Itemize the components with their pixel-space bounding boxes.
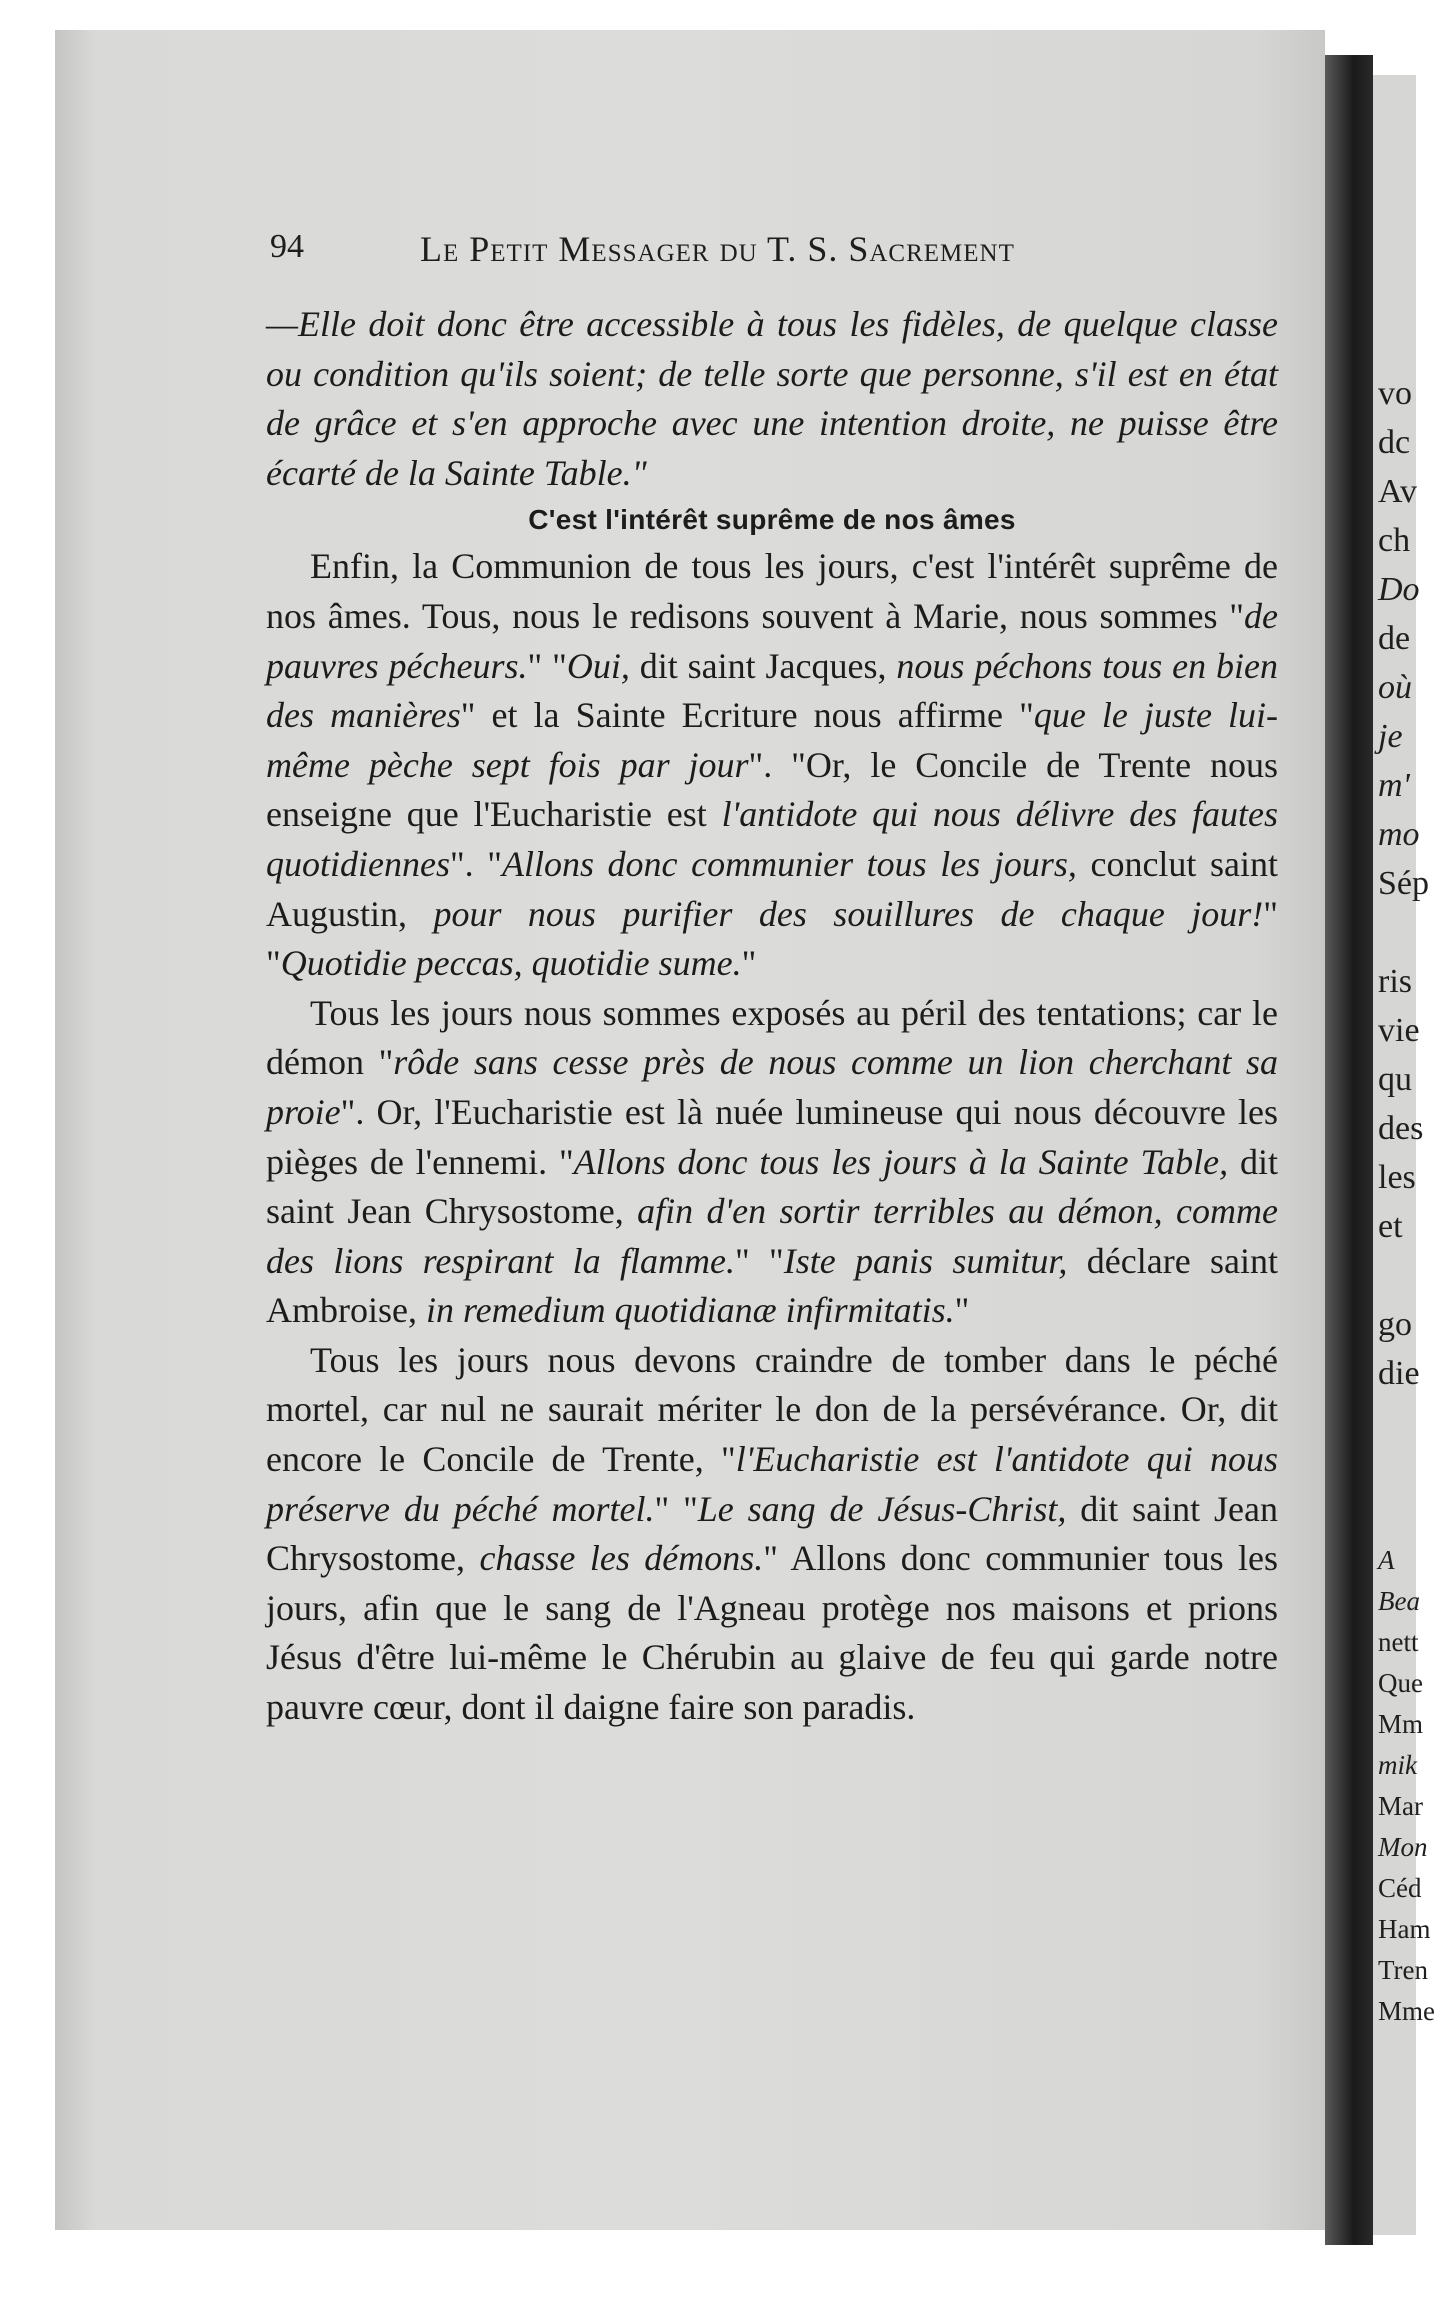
facing-page-fragment: nett	[1378, 1627, 1419, 1657]
paragraph	[266, 1336, 1278, 1733]
facing-page-fragment: Tren	[1378, 1955, 1429, 1985]
text-run: ". "	[449, 843, 502, 884]
text-run: l'antidote qui nous délivre des fautes quotidiennes	[266, 794, 1278, 884]
paragraph	[266, 989, 1278, 1336]
facing-page-fragment: qu	[1378, 1061, 1412, 1098]
paragraph	[266, 542, 1278, 988]
text-run: déclare saint Ambroise,	[266, 1240, 1279, 1331]
facing-page-fragment: Sép	[1378, 865, 1429, 902]
facing-page-fragment: Ham	[1378, 1914, 1431, 1944]
text-run: " "	[654, 1488, 698, 1529]
facing-page-fragment: ch	[1378, 522, 1411, 559]
facing-page-fragment: mo	[1378, 816, 1420, 853]
facing-page-fragment: Mme	[1378, 1996, 1435, 2026]
text-run: dit saint Jean Chrysostome,	[266, 1488, 1278, 1579]
text-run: Allons donc tous les jours à la Sainte Table,	[573, 1141, 1229, 1182]
text-run: que le juste lui-même pèche sept fois par jour	[266, 695, 1278, 785]
facing-page-fragment: et	[1378, 1208, 1403, 1245]
text-run: conclut saint Augustin,	[266, 843, 1278, 934]
text-run: Le sang de Jésus-Christ,	[697, 1488, 1067, 1529]
facing-page-fragment: Que	[1378, 1668, 1423, 1698]
body-text	[266, 300, 1278, 1733]
text-run: de pauvres pécheurs.	[266, 595, 1278, 686]
text-run: " "	[735, 1240, 784, 1281]
facing-page-fragment: vie	[1378, 1012, 1420, 1049]
text-run: pour nous purifier des souillures de chaque jour!	[433, 893, 1264, 934]
facing-page-fragment: die	[1378, 1355, 1420, 1392]
facing-page-fragment: Mar	[1378, 1791, 1423, 1821]
facing-page-fragment: Av	[1378, 473, 1418, 510]
text-run: " "	[527, 645, 567, 686]
text-run: afin d'en sortir terribles au démon, comme des lions respirant la flamme.	[266, 1191, 1278, 1281]
text-run: in remedium quotidianæ infirmitatis.	[425, 1290, 955, 1331]
facing-page-fragment: Bea	[1378, 1586, 1420, 1616]
running-title: Le Petit Messager du T. S. Sacrement	[420, 229, 1015, 269]
facing-page-fragment: m'	[1378, 767, 1410, 804]
text-run: dit saint Jacques,	[629, 645, 897, 686]
text-run: dit saint Jean Chrysostome,	[266, 1141, 1279, 1232]
text-run: ". "Or, le Concile de Trente nous enseigne que l'Eucharistie est	[266, 744, 1278, 835]
text-run: "	[741, 943, 757, 984]
text-run: Allons donc communier tous les jours,	[501, 843, 1077, 884]
text-run: " Allons donc communier tous les jours, afin que le sang de l'Agneau protège nos maisons et prions Jésus d'être lui-même le Chérubin au glaive de feu qui garde notre pauvre cœur, dont il daigne faire son paradis.	[266, 1538, 1278, 1728]
facing-page-fragment: Do	[1378, 571, 1420, 608]
text-run: Tous les jours nous sommes exposés au péril des tentations; car le démon "	[266, 992, 1278, 1083]
facing-page-fragment: Céd	[1378, 1873, 1422, 1903]
facing-page-fragment: ris	[1378, 963, 1412, 1000]
facing-page-fragment: vo	[1378, 375, 1412, 412]
facing-page-fragment: dc	[1378, 424, 1411, 461]
text-run: Tous les jours nous devons craindre de tomber dans le péché mortel, car nul ne saurait mériter le don de la persévérance. Or, dit encore le Concile de Trente, "	[266, 1339, 1278, 1480]
text-run: l'Eucharistie est l'antidote qui nous préserve du péché mortel.	[266, 1439, 1278, 1529]
text-run: rôde sans cesse près de nous comme un lion cherchant sa proie	[266, 1042, 1278, 1132]
facing-page-fragment: Mon	[1378, 1832, 1428, 1862]
facing-page-fragment: les	[1378, 1159, 1416, 1196]
text-run: nous péchons tous en bien des manières	[266, 645, 1279, 736]
facing-page-fragment: Mm	[1378, 1709, 1424, 1739]
facing-page-fragment: mik	[1378, 1750, 1417, 1780]
book-gutter	[1325, 55, 1373, 2245]
opening-quote: —Elle doit donc être accessible à tous les fidèles, de quelque classe ou condition qu'ils soient; de telle sorte que personne, s'il est en état de grâce et s'en approche avec une intention droite, ne puisse être écarté de la Sainte Table."	[266, 304, 1278, 493]
text-run: chasse les démons.	[479, 1538, 764, 1579]
text-run: Iste panis sumitur,	[783, 1240, 1068, 1281]
facing-page-fragment: de	[1378, 620, 1411, 657]
facing-page-fragment: go	[1378, 1306, 1412, 1343]
text-run: " "	[266, 893, 1278, 984]
text-run: Enfin, la Communion de tous les jours, c'est l'intérêt suprême de nos âmes. Tous, nous le redisons souvent à Marie, nous sommes "	[266, 546, 1278, 636]
facing-page-fragment: où	[1378, 669, 1412, 706]
text-run: Quotidie peccas, quotidie sume.	[280, 943, 742, 984]
facing-page-fragment: A	[1378, 1545, 1395, 1575]
text-run: Oui,	[566, 645, 630, 686]
scan-left-margin	[0, 0, 55, 2320]
text-run: "	[954, 1290, 970, 1331]
text-run: ". Or, l'Eucharistie est là nuée lumineuse qui nous découvre les pièges de l'ennemi. "	[266, 1091, 1278, 1182]
facing-page-fragment: des	[1378, 1110, 1424, 1147]
facing-page-fragment: je	[1378, 718, 1403, 755]
page-number: 94	[270, 228, 304, 265]
section-subheading: C'est l'intérêt suprême de nos âmes	[528, 504, 1016, 536]
text-run: " et la Sainte Ecriture nous affirme "	[460, 695, 1034, 736]
